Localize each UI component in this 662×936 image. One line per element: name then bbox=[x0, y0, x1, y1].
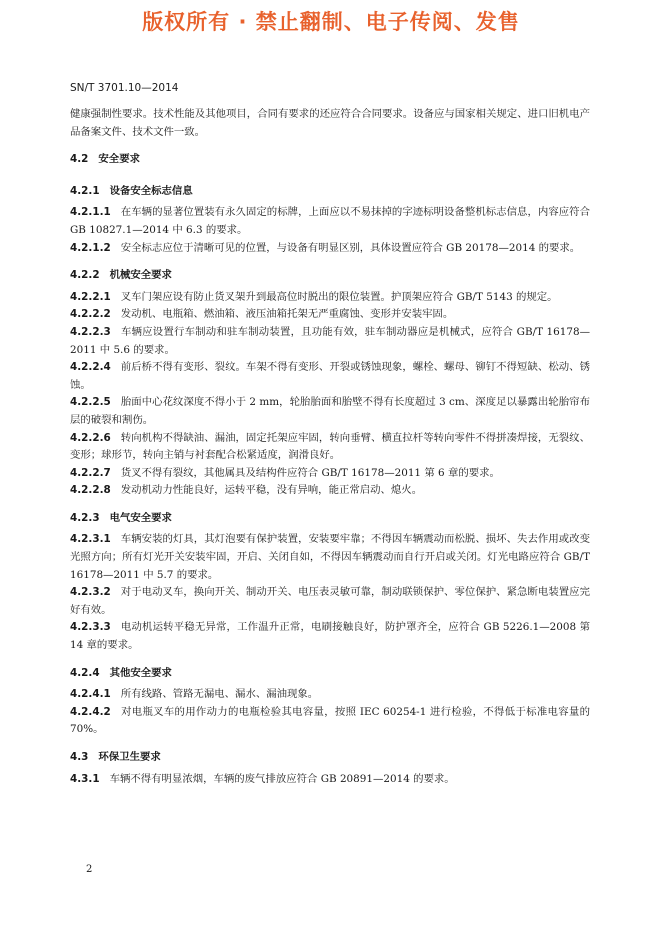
clause-number: 4.2 bbox=[70, 153, 89, 166]
clause-text: 安全标志应位于清晰可见的位置，与设备有明显区别，具体设置应符合 GB 20178—2014 的要求。 bbox=[120, 241, 581, 254]
clause-number: 4.2.3.2 bbox=[70, 586, 111, 599]
section-heading bbox=[70, 151, 590, 169]
section-gap bbox=[70, 500, 590, 510]
section-gap bbox=[70, 173, 590, 183]
clause-text: 环保卫生要求 bbox=[98, 751, 161, 763]
clause-number: 4.2.3.3 bbox=[70, 621, 111, 634]
clause-paragraph bbox=[70, 771, 590, 789]
clause-number: 4.2.2 bbox=[70, 269, 100, 282]
clause-paragraph bbox=[70, 584, 590, 619]
section-gap bbox=[70, 257, 590, 267]
clause-text: 在车辆的显著位置装有永久固定的标牌，上面应以不易抹掉的字迹标明设备整机标志信息，内容应符合 GB 10827.1—2014 中 6.3 的要求。 bbox=[70, 206, 590, 236]
clause-text: 转向机构不得缺油、漏油，固定托架应牢固，转向垂臂、横直拉杆等转向零件不得拼凑焊接，无裂纹、变形；球形节，转向主销与衬套配合松紧适度，润滑良好。 bbox=[70, 431, 590, 462]
clause-text: 前后桥不得有变形、裂纹。车架不得有变形、开裂或锈蚀现象，螺栓、螺母、铆钉不得短缺、松动、锈蚀。 bbox=[70, 361, 590, 391]
clause-paragraph bbox=[70, 704, 590, 739]
clause-text: 其他安全要求 bbox=[109, 666, 172, 679]
clause-number: 4.2.1.1 bbox=[70, 206, 111, 219]
section-gap bbox=[70, 739, 590, 749]
clause-text: 机械安全要求 bbox=[109, 269, 172, 282]
clause-text: 安全要求 bbox=[98, 153, 140, 166]
clause-paragraph bbox=[70, 204, 590, 239]
clause-number: 4.2.3.1 bbox=[70, 533, 111, 546]
clause-text: 车辆不得有明显浓烟，车辆的废气排放应符合 GB 20891—2014 的要求。 bbox=[109, 772, 455, 785]
section-heading bbox=[70, 749, 590, 767]
clause-number: 4.2.2.4 bbox=[70, 361, 111, 374]
clause-text: 车辆应设置行车制动和驻车制动装置，且功能有效，驻车制动器应是机械式，应符合 GB/T 16178—2011 中 5.6 的要求。 bbox=[70, 325, 590, 356]
section-gap bbox=[70, 655, 590, 665]
clause-number: 4.2.1 bbox=[70, 184, 100, 197]
clause-number: 4.2.2.1 bbox=[70, 290, 111, 303]
clause-text: 电动机运转平稳无异常，工作温升正常，电刷接触良好，防护罩齐全，应符合 GB 5226.1—2008 第 14 章的要求。 bbox=[70, 621, 590, 652]
clause-text: 所有线路、管路无漏电、漏水、漏油现象。 bbox=[120, 688, 319, 701]
clause-paragraph bbox=[70, 531, 590, 584]
clause-text: 健康强制性要求。技术性能及其他项目，合同有要求的还应符合合同要求。设备应与国家相关规定、进口旧机电产品备案文件、技术文件一致。 bbox=[70, 108, 590, 138]
clause-number: 4.2.1.2 bbox=[70, 241, 111, 254]
clause-text: 对电瓶叉车的用作动力的电瓶检验其电容量，按照 IEC 60254-1 进行检验，不得低于标准电容量的 70%。 bbox=[70, 705, 590, 736]
clause-text: 发动机动力性能良好，运转平稳，没有异响，能正常启动、熄火。 bbox=[120, 484, 423, 497]
clause-paragraph bbox=[70, 359, 590, 394]
clause-number: 4.2.4 bbox=[70, 666, 100, 679]
clause-paragraph bbox=[70, 430, 590, 465]
clause-paragraph bbox=[70, 482, 590, 500]
clause-number: 4.2.2.2 bbox=[70, 308, 111, 321]
clause-text: 电气安全要求 bbox=[109, 511, 172, 524]
clause-number: 4.2.2.3 bbox=[70, 325, 111, 338]
clause-paragraph bbox=[70, 306, 590, 324]
section-heading bbox=[70, 510, 590, 528]
document-body bbox=[70, 106, 590, 788]
clause-number: 4.2.4.1 bbox=[70, 688, 111, 701]
clause-number: 4.2.3 bbox=[70, 511, 100, 524]
section-heading bbox=[70, 183, 590, 201]
clause-number: 4.3.1 bbox=[70, 772, 100, 785]
page-number: 2 bbox=[86, 864, 93, 875]
clause-number: 4.2.2.8 bbox=[70, 484, 111, 497]
clause-text: 货叉不得有裂纹，其他属具及结构件应符合 GB/T 16178—2011 第 6 章的要求。 bbox=[120, 466, 500, 479]
clause-paragraph bbox=[70, 394, 590, 429]
clause-number: 4.2.2.5 bbox=[70, 396, 111, 409]
standard-code: SN/T 3701.10—2014 bbox=[70, 82, 179, 94]
section-gap bbox=[70, 141, 590, 151]
section-heading bbox=[70, 267, 590, 285]
clause-number: 4.2.2.6 bbox=[70, 431, 111, 444]
clause-paragraph bbox=[70, 465, 590, 483]
clause-paragraph bbox=[70, 619, 590, 654]
clause-paragraph bbox=[70, 289, 590, 307]
clause-paragraph bbox=[70, 240, 590, 258]
clause-number: 4.2.4.2 bbox=[70, 705, 111, 718]
clause-text: 对于电动叉车，换向开关、制动开关、电压表灵敏可靠，制动联锁保护、零位保护、紧急断电装置应完好有效。 bbox=[70, 586, 590, 616]
clause-text: 车辆安装的灯具，其灯泡要有保护装置，安装要牢靠；不得因车辆震动而松脱、损坏、失去作用或改变光照方向；所有灯光开关安装牢固，开启、关闭自如，不得因车辆震动而自行开启或关闭。灯光电路应符合 GB/T 16178—2011 中 5.7 的要求。 bbox=[70, 533, 590, 581]
section-heading bbox=[70, 665, 590, 683]
clause-text: 发动机、电瓶箱、燃油箱、液压油箱托架无严重腐蚀、变形并安装牢固。 bbox=[120, 308, 454, 321]
clause-number: 4.3 bbox=[70, 751, 89, 763]
clause-paragraph bbox=[70, 324, 590, 359]
clause-number: 4.2.2.7 bbox=[70, 466, 111, 479]
clause-text: 叉车门架应设有防止货叉架升到最高位时脱出的限位装置。护顶架应符合 GB/T 5143 的规定。 bbox=[120, 290, 558, 303]
clause-text: 胎面中心花纹深度不得小于 2 mm，轮胎胎面和胎壁不得有长度超过 3 cm、深度足以暴露出轮胎帘布层的破裂和割伤。 bbox=[70, 396, 590, 426]
copyright-banner: 版权所有 · 禁止翻制、电子传阅、发售 bbox=[142, 10, 520, 34]
clause-text: 设备安全标志信息 bbox=[109, 184, 193, 197]
clause-paragraph bbox=[70, 686, 590, 704]
clause-paragraph bbox=[70, 106, 590, 141]
